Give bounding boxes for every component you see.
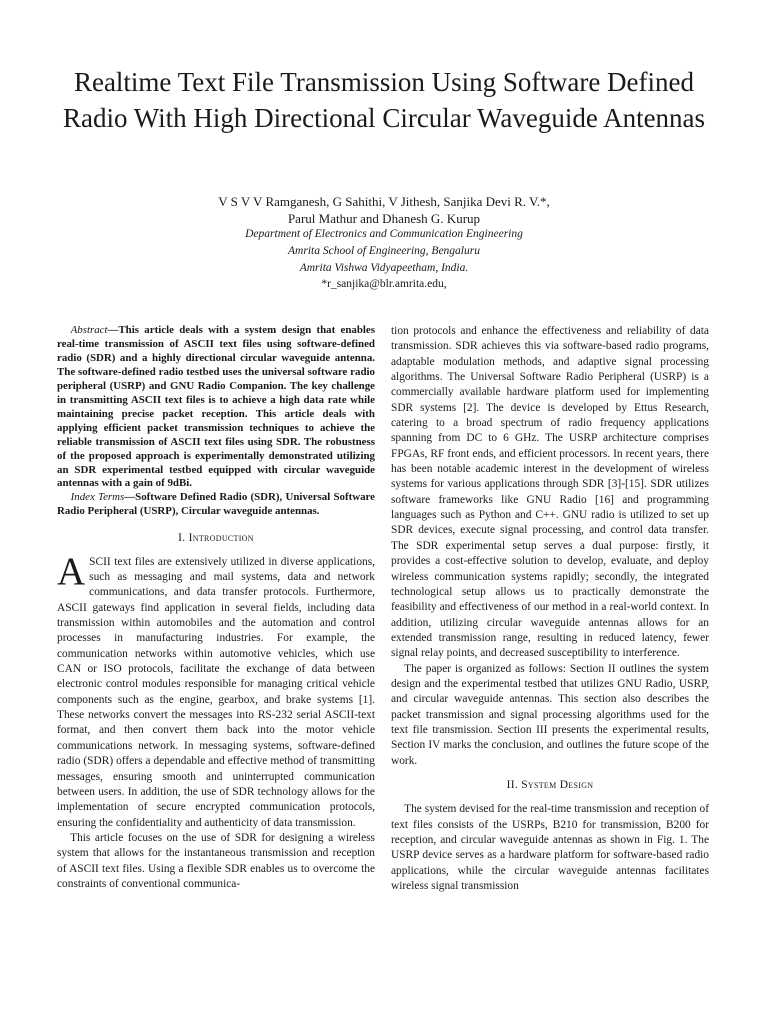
index-terms — [57, 491, 375, 519]
affiliation-school: Amrita School of Engineering, Bengaluru — [288, 244, 480, 257]
intro-paragraph-2: This article focuses on the use of SDR for designing a wireless system that allows for the instantaneous transmission and reception of ASCII text files. Using a flexible SDR enables us to overcome the constraints of conventional communica- — [57, 831, 375, 890]
system-paragraph-1: The system devised for the real-time transmission and reception of text files consists of the USRPs, B210 for transmission, B200 for reception, and circular waveguide antennas as shown in Fig. 1. The USRP device serves as a hardware platform for software-based radio applications, while the circular waveguide antennas facilitates wireless signal transmission — [391, 803, 709, 893]
affiliation-university: Amrita Vishwa Vidyapeetham, India. — [299, 261, 469, 274]
section-heading-introduction: I. Introduction — [178, 532, 254, 545]
abstract-text: —This article deals with a system design that enables real-time transmission of ASCII text files using software-defined radio (SDR) and a highly directional circular waveguide antenna. The software-defined radio testbed uses the universal software radio peripheral (USRP) and GNU Radio Companion. The key challenge in transmitting ASCII text files is to achieve a high data rate while maintaining precise packet reception. This article deals with applying efficient packet transmission techniques to achieve the reliable transmission of ASCII text files using SDR. The robustness of the proposed approach is experimentally demonstrated utilizing an SDR experimental testbed equipped with circular waveguide antennas with a gain of 9dBi. — [57, 324, 375, 490]
index-terms-label: Index Terms — [70, 491, 125, 504]
abstract — [57, 324, 375, 491]
abstract-label: Abstract — [70, 324, 108, 336]
intro-paragraph-1-text: SCII text files are extensively utilized in diverse applications, such as messaging and mail systems, data and network communications, and data transfer protocols. Furthermore, ASCII gateways find application in several fields, including data transmission within automobiles and the automation and control processes in manufacturing industries. For example, the communication networks within automotive vehicles, which use CAN or ISO protocols, facilitate the exchange of data between electronic control modules responsible for managing critical vehicle components such as the engine, gearbox, and brake systems [1]. These networks convert the messages into RS-232 serial ASCII-text format, and then convert them back into the motor vehicle communications network. In messaging systems, software-defined radio (SDR) offers a dependable and effective method of transmitting messages, ensuring smooth and uninterrupted communication between users. In addition, the use of SDR technology allows for the implementation of secure encrypted communication protocols, ensuring the confidentiality and authenticity of data transmission. — [57, 555, 375, 829]
author-email: *r_sanjika@blr.amrita.edu, — [321, 278, 447, 291]
affiliation-department: Department of Electronics and Communication Engineering — [245, 228, 523, 240]
section-heading-system-design: II. System Design — [506, 778, 594, 791]
right-column — [391, 324, 709, 894]
author-list — [100, 193, 668, 227]
intro-paragraph-3: tion protocols and enhance the effectiveness and reliability of data transmission. SDR achieves this via software-based radio programs, adaptable modulation methods, and adaptive signal processing algorithms. The Universal Software Radio Peripheral (USRP) is a commercially available hardware platform used for implementing SDR systems [2]. The device is developed by Ettus Research, catering to a broad spectrum of radio frequency applications spanning from DC to 6 GHz. The USRP architecture comprises FPGAs, RF front ends, and efficient processors. In recent years, there has been notable academic interest in the development of wireless systems for various applications through SDR [3]-[15]. SDR utilizes software frameworks like GNU Radio [16] and programming languages such as Python and C++. GNU radio is utilized to set up SDR devices, execute signal processing, and control data transfer. The SDR experimental setup serves a dual purpose: firstly, it provides a cost-effective solution to develop, evaluate, and deploy wireless communication systems rapidly; secondly, the integrated technological setup allows us to practically demonstrate the feasibility and effectiveness of our method in a real-world context. In addition, utilizing circular waveguide antennas allows for an extended transmission range, resulting in reduced latency, fewer signal relay points, and decreased susceptibility to interference. — [391, 325, 709, 660]
affiliation-block — [100, 226, 668, 293]
paper-title: Realtime Text File Transmission Using Software Defined Radio With High Directional Circular Waveguide Antennas — [62, 67, 706, 133]
authors-line-2: Parul Mathur and Dhanesh G. Kurup — [287, 211, 481, 226]
intro-paragraph-4: The paper is organized as follows: Section II outlines the system design and the experimental testbed that utilizes GNU Radio, USRP, and circular waveguide antennas. This section also describes the packet transmission and signal processing algorithms used for the text file transmission. Section III presents the experimental results, Section IV marks the conclusion, and outlines the future scope of the work. — [391, 662, 709, 767]
drop-cap: A — [57, 549, 86, 593]
intro-paragraph-1 — [57, 549, 375, 831]
authors-line-1: V S V V Ramganesh, G Sahithi, V Jithesh, Sanjika Devi R. V.*, — [218, 194, 550, 209]
index-terms-text: —Software Defined Radio (SDR), Universal Software Radio Peripheral (USRP), Circular waveguide antennas. — [57, 491, 375, 518]
left-column — [57, 324, 375, 892]
